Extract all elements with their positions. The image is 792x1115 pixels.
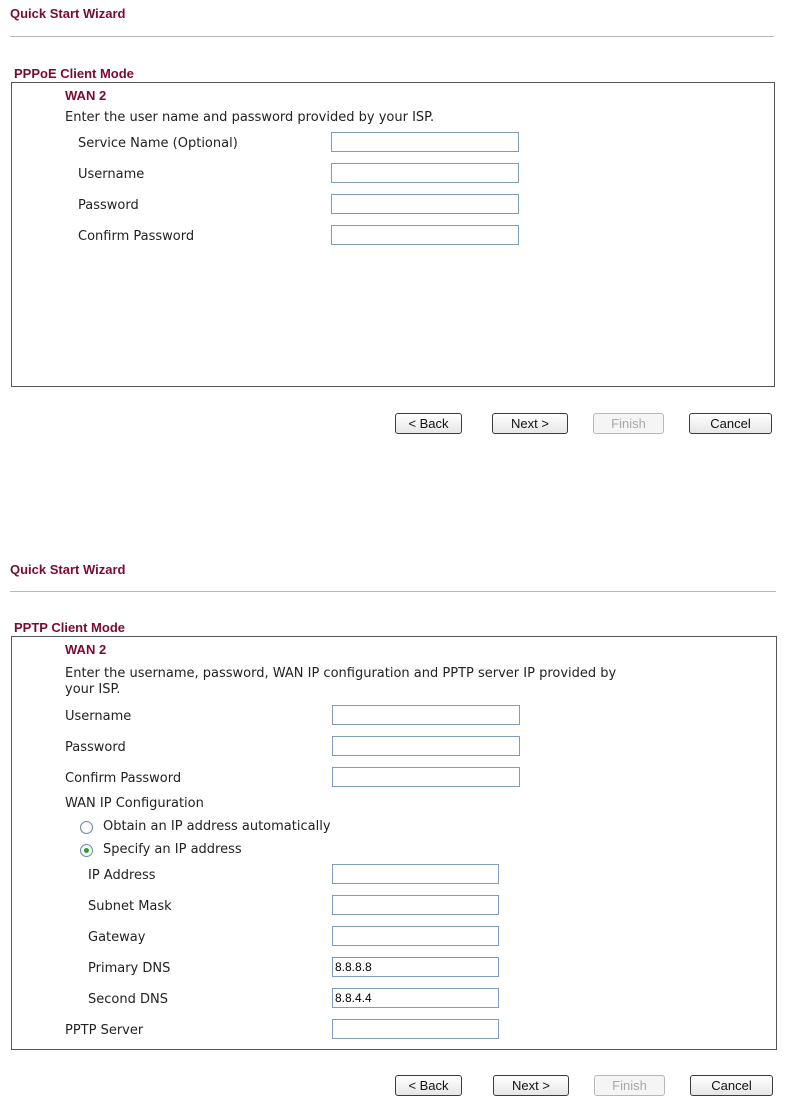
wizard-title: Quick Start Wizard	[10, 6, 126, 21]
next-button[interactable]: Next >	[492, 413, 568, 434]
cancel-button[interactable]: Cancel	[689, 413, 772, 434]
service-name-input[interactable]	[331, 132, 519, 152]
subnet-mask-input[interactable]	[332, 895, 499, 915]
divider	[10, 36, 774, 37]
back-button[interactable]: < Back	[395, 413, 462, 434]
gateway-input[interactable]	[332, 926, 499, 946]
wan-ip-configuration-label: WAN IP Configuration	[65, 796, 204, 811]
finish-button[interactable]: Finish	[594, 1075, 665, 1096]
next-button[interactable]: Next >	[493, 1075, 569, 1096]
mode-title: PPPoE Client Mode	[14, 66, 134, 81]
pptp-server-label: PPTP Server	[65, 1023, 144, 1038]
wizard-title: Quick Start Wizard	[10, 562, 126, 577]
confirm-password-label: Confirm Password	[65, 771, 182, 786]
obtain-ip-automatically-radio[interactable]	[80, 821, 93, 834]
pptp-server-input[interactable]	[332, 1019, 499, 1039]
confirm-password-input[interactable]	[332, 767, 520, 787]
back-button[interactable]: < Back	[395, 1075, 462, 1096]
instruction-text: Enter the user name and password provided by your ISP.	[65, 110, 435, 125]
cancel-button[interactable]: Cancel	[690, 1075, 773, 1096]
instruction-text-line2: your ISP.	[65, 682, 121, 697]
username-input[interactable]	[332, 705, 520, 725]
ip-address-input[interactable]	[332, 864, 499, 884]
primary-dns-input[interactable]	[332, 957, 499, 977]
specify-ip-address-radio[interactable]	[80, 844, 93, 857]
specify-ip-address-label[interactable]: Specify an IP address	[103, 842, 242, 857]
password-label: Password	[65, 740, 126, 755]
instruction-text-line1: Enter the username, password, WAN IP configuration and PPTP server IP provided by	[65, 666, 617, 681]
obtain-ip-automatically-label[interactable]: Obtain an IP address automatically	[103, 819, 331, 834]
service-name-label: Service Name (Optional)	[78, 136, 238, 151]
password-input[interactable]	[331, 194, 519, 214]
wan-label: WAN 2	[65, 88, 107, 103]
username-label: Username	[65, 709, 132, 724]
username-input[interactable]	[331, 163, 519, 183]
gateway-label: Gateway	[88, 930, 146, 945]
divider	[10, 591, 776, 592]
password-label: Password	[78, 198, 139, 213]
password-input[interactable]	[332, 736, 520, 756]
primary-dns-label: Primary DNS	[88, 961, 171, 976]
second-dns-input[interactable]	[332, 988, 499, 1008]
username-label: Username	[78, 167, 145, 182]
subnet-mask-label: Subnet Mask	[88, 899, 172, 914]
confirm-password-input[interactable]	[331, 225, 519, 245]
ip-address-label: IP Address	[88, 868, 156, 883]
finish-button[interactable]: Finish	[593, 413, 664, 434]
confirm-password-label: Confirm Password	[78, 229, 195, 244]
mode-title: PPTP Client Mode	[14, 620, 125, 635]
wan-label: WAN 2	[65, 642, 107, 657]
second-dns-label: Second DNS	[88, 992, 168, 1007]
